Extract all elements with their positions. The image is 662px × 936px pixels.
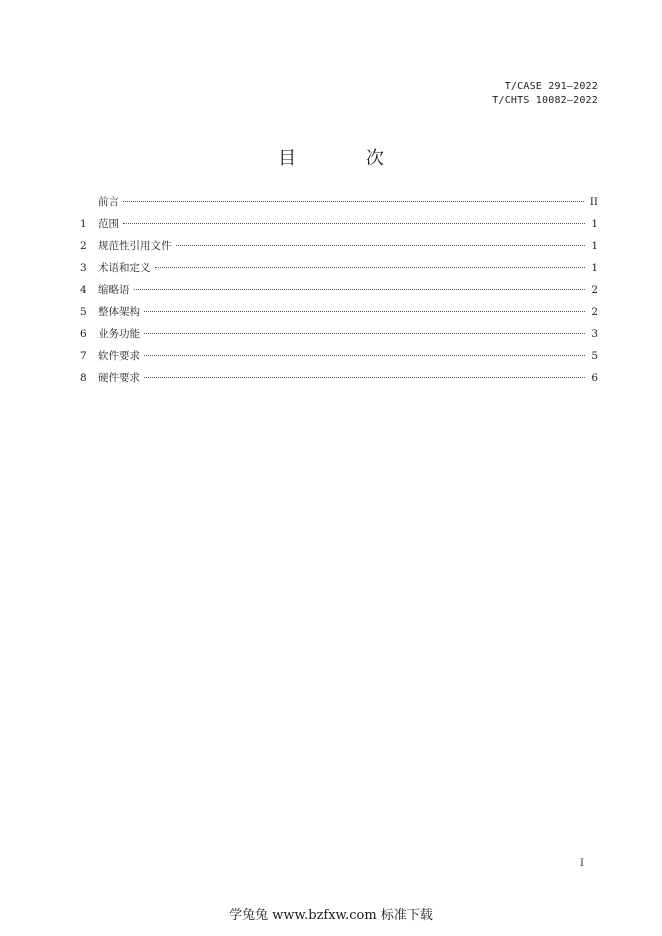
toc-entry-number: 6 [80,328,87,340]
toc-entry-number: 3 [80,262,87,274]
toc-leader-dots [144,355,585,356]
toc-entry-label: 术语和定义 [98,262,151,274]
standard-codes [492,80,598,108]
toc-entry-label: 前言 [98,196,119,208]
toc-leader-dots [134,289,586,290]
toc-leader-dots [144,311,585,312]
toc-entry-number: 4 [80,284,87,296]
toc-entry-page: 2 [591,284,598,296]
toc-entry-number: 8 [80,372,87,384]
toc-entry[interactable] [80,191,598,213]
toc-entry-page: 3 [591,328,598,340]
toc-entry-number: 1 [80,218,87,230]
toc-leader-dots [144,377,585,378]
toc-entry[interactable] [80,367,598,389]
toc-title: 目 次 [278,148,416,169]
toc-entry-page: 6 [591,372,598,384]
toc-entry-label: 业务功能 [98,328,140,340]
toc-entry-page: 1 [591,240,598,252]
toc-entry[interactable] [80,257,598,279]
toc-leader-dots [123,223,585,224]
toc-entry[interactable] [80,213,598,235]
toc-entry[interactable] [80,279,598,301]
toc-entry-label: 缩略语 [98,284,130,296]
toc-entry[interactable] [80,301,598,323]
toc-entry-label: 硬件要求 [98,372,140,384]
toc-entry-page: II [589,196,598,208]
toc-entry-number: 5 [80,306,87,318]
toc-entry-page: 1 [591,218,598,230]
toc-entry-number: 7 [80,350,87,362]
standard-code-secondary: T/CHTS 10082—2022 [492,95,598,106]
toc-entry[interactable] [80,235,598,257]
toc-entry-number: 2 [80,240,87,252]
toc-entry-page: 2 [591,306,598,318]
standard-code-primary: T/CASE 291—2022 [504,81,598,92]
site-watermark: 学兔兔 www.bzfxw.com 标准下载 [229,908,433,923]
toc-entry-label: 规范性引用文件 [98,240,172,252]
toc-entry-page: 1 [591,262,598,274]
toc-leader-dots [144,333,585,334]
toc-entry-label: 范围 [98,218,119,230]
toc-entry[interactable] [80,345,598,367]
toc-leader-dots [123,201,584,202]
table-of-contents [80,191,598,389]
toc-entry[interactable] [80,323,598,345]
page-number: I [580,858,584,869]
toc-leader-dots [155,267,586,268]
toc-entry-page: 5 [591,350,598,362]
toc-entry-label: 软件要求 [98,350,140,362]
toc-entry-label: 整体架构 [98,306,140,318]
toc-leader-dots [176,245,586,246]
